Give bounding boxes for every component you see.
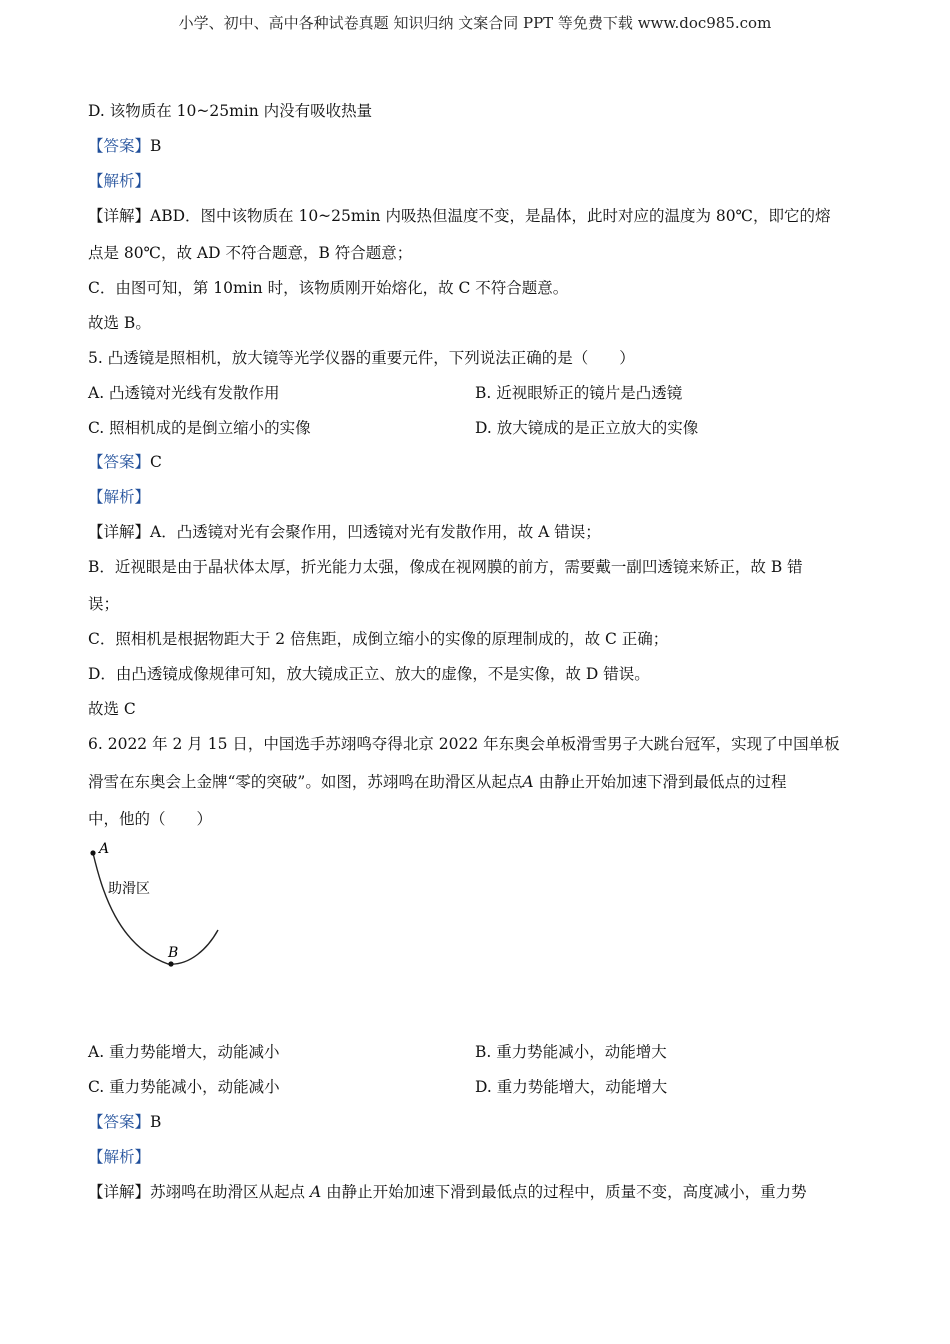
q5-option-c: C. 照相机成的是倒立缩小的实像 (88, 419, 311, 437)
q5-detail-5: D．由凸透镜成像规律可知，放大镜成正立、放大的虚像，不是实像，故 D 错误。 (88, 665, 650, 683)
q6-detail-1 (88, 1182, 807, 1202)
q5-detail-2: B．近视眼是由于晶状体太厚，折光能力太强，像成在视网膜的前方，需要戴一副凹透镜来矫正，故 B 错 (88, 558, 803, 576)
point-variable: A (309, 1183, 322, 1201)
answer-value: B (150, 1113, 162, 1131)
q6-stem-2 (88, 772, 787, 792)
q5-option-d: D. 放大镜成的是正立放大的实像 (475, 419, 699, 437)
q6-analysis-tag: 【解析】 (88, 1148, 151, 1166)
q5-option-a: A. 凸透镜对光线有发散作用 (88, 384, 280, 402)
q5-answer (88, 452, 162, 472)
ski-slope-figure (80, 836, 240, 976)
q5-option-b: B. 近视眼矫正的镜片是凸透镜 (475, 384, 683, 402)
point-b-dot (168, 961, 173, 966)
detail-tag: 【详解】 (88, 207, 151, 225)
q5-detail-1 (88, 522, 601, 542)
detail-text: ABD．图中该物质在 10~25min 内吸热但温度不变，是晶体，此时对应的温度为 80℃，即它的熔 (150, 207, 831, 225)
q5-detail-4: C．照相机是根据物距大于 2 倍焦距，成倒立缩小的实像的原理制成的，故 C 正确； (88, 630, 669, 648)
slope-curve (93, 853, 218, 964)
q4-option-d: D. 该物质在 10~25min 内没有吸收热量 (88, 102, 373, 120)
q4-detail-2: 点是 80℃，故 AD 不符合题意，B 符合题意； (88, 244, 413, 262)
q6-stem-1: 6. 2022 年 2 月 15 日，中国选手苏翊鸣夺得北京 2022 年东奥会单板滑雪男子大跳台冠军，实现了中国单板 (88, 735, 840, 753)
page-header: 小学、初中、高中各种试卷真题 知识归纳 文案合同 PPT 等免费下载 www.doc985.com (178, 14, 772, 32)
region-label: 助滑区 (108, 881, 150, 897)
q6-option-d: D. 重力势能增大，动能增大 (475, 1078, 668, 1096)
stem-text: 滑雪在东奥会上金牌“零的突破”。如图，苏翊鸣在助滑区从起点 (88, 773, 523, 791)
detail-tag: 【详解】 (88, 523, 151, 541)
q6-answer (88, 1112, 161, 1132)
answer-value: C (150, 453, 162, 471)
q5-analysis-tag: 【解析】 (88, 488, 151, 506)
q6-option-a: A. 重力势能增大，动能减小 (88, 1043, 280, 1061)
answer-tag: 【答案】 (88, 1113, 151, 1131)
q4-analysis-tag: 【解析】 (88, 172, 151, 190)
q5-conclusion: 故选 C (88, 700, 136, 718)
answer-tag: 【答案】 (88, 453, 151, 471)
detail-tag: 【详解】 (88, 1183, 151, 1201)
q6-option-c: C. 重力势能减小，动能减小 (88, 1078, 280, 1096)
q6-stem-3: 中，他的（ ） (88, 810, 213, 828)
q5-detail-3: 误； (88, 595, 120, 613)
q4-answer (88, 136, 161, 156)
point-variable: A (522, 773, 534, 791)
answer-value: B (150, 137, 162, 155)
q6-option-b: B. 重力势能减小，动能增大 (475, 1043, 667, 1061)
stem-text: 由静止开始加速下滑到最低点的过程 (533, 773, 787, 791)
detail-text: A．凸透镜对光有会聚作用，凹透镜对光有发散作用，故 A 错误； (150, 523, 601, 541)
answer-tag: 【答案】 (88, 137, 151, 155)
point-a-label: A (99, 841, 110, 857)
q4-conclusion: 故选 B。 (88, 314, 151, 332)
q4-detail-1 (88, 206, 830, 226)
q4-detail-3: C．由图可知，第 10min 时，该物质刚开始熔化，故 C 不符合题意。 (88, 279, 569, 297)
detail-text: 由静止开始加速下滑到最低点的过程中，质量不变，高度减小，重力势 (321, 1183, 807, 1201)
point-a-dot (90, 850, 95, 855)
q5-stem: 5. 凸透镜是照相机，放大镜等光学仪器的重要元件，下列说法正确的是（ ） (88, 349, 635, 367)
detail-text: 苏翊鸣在助滑区从起点 (150, 1183, 310, 1201)
point-b-label: B (168, 945, 179, 961)
